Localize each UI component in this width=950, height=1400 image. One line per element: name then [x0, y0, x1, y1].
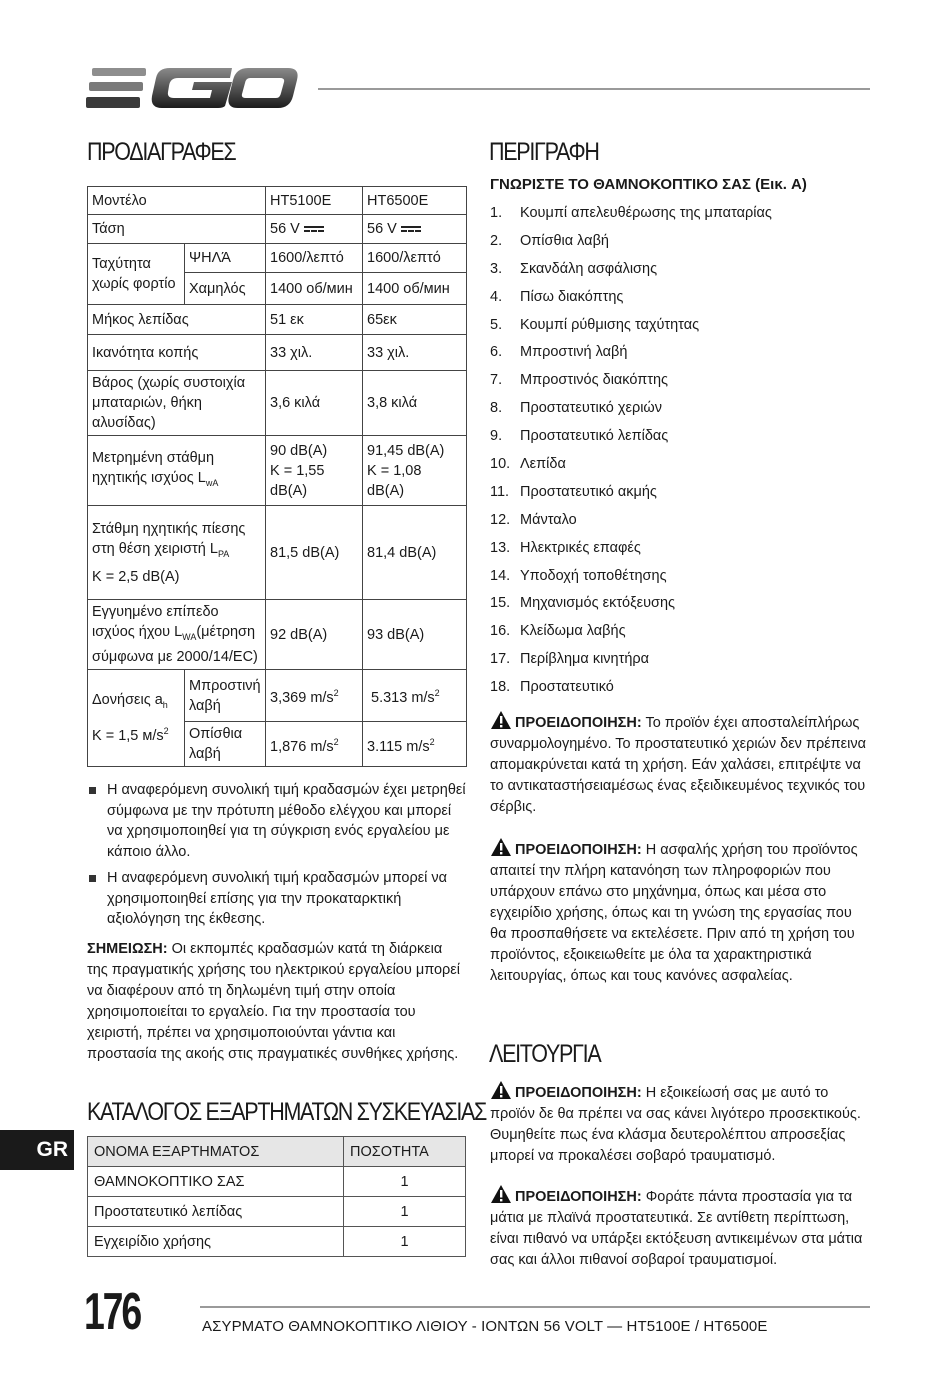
- blade-length-a: 51 εκ: [266, 305, 363, 335]
- item-text: Ηλεκτρικές επαφές: [520, 539, 641, 556]
- speed-high-label: ΨΗΛΆ: [185, 244, 266, 273]
- table-row: [88, 1197, 466, 1227]
- parts-list: [490, 203, 772, 705]
- footer-rule: [200, 1306, 870, 1308]
- table-row: [88, 1167, 466, 1197]
- item-text: Κουμπί ρύθμισης ταχύτητας: [520, 316, 700, 333]
- item-number: 16.: [490, 623, 511, 640]
- speed-high-b: 1600/λεπτό: [363, 244, 467, 273]
- list-item: [490, 677, 772, 705]
- item-number: 1.: [490, 205, 503, 221]
- item-text: Περίβλημα κινητήρα: [520, 651, 650, 668]
- sound-power-b-k: K = 1,08 dB(A): [367, 462, 422, 499]
- weight-a: 3,6 κιλά: [266, 371, 363, 436]
- item-text: Μάνταλο: [520, 511, 577, 528]
- item-text: Προστατευτικό λεπίδας: [520, 428, 669, 445]
- model-a: HT5100E: [266, 187, 363, 215]
- item-number: 4.: [490, 288, 503, 305]
- warning-icon: [490, 1080, 512, 1100]
- sound-pressure-label: [88, 506, 266, 600]
- sound-power-a-value: 90 dB(A): [270, 442, 328, 459]
- sound-pressure-k: K = 2,5 dB(A): [92, 568, 180, 585]
- item-number: 17.: [490, 651, 511, 668]
- voltage-a: [266, 215, 363, 244]
- vibration-k-text: K = 1,5 м/s: [92, 728, 164, 744]
- list-item: [490, 203, 772, 231]
- list-item: [490, 231, 772, 259]
- warning-label: ΠΡΟΕΙΔΟΠΟΙΗΣΗ:: [515, 715, 642, 731]
- item-text: Προστατευτικό χεριών: [520, 400, 662, 417]
- warning-icon: [490, 710, 512, 730]
- warning-text: Η εξοικείωσή σας με αυτό το προϊόν δε θα πρέπει να σας κάνει λιγότερο προσεκτικούς. Θυμηθείτε πως ένα κλάσμα δευτερολέπτου απροσεξίας μπορεί να προκαλέσει σοβαρό τραυματισμό.: [490, 1085, 861, 1164]
- dc-symbol-icon: [304, 225, 324, 233]
- cutting-capacity-label: Ικανότητα κοπής: [88, 335, 266, 371]
- list-item: [490, 287, 772, 315]
- item-number: 8.: [490, 400, 503, 417]
- warning-icon: [490, 837, 512, 857]
- warning-label: ΠΡΟΕΙΔΟΠΟΙΗΣΗ:: [515, 1189, 642, 1205]
- blade-length-label: Μήκος λεπίδας: [88, 305, 266, 335]
- vibration-k: [92, 721, 180, 746]
- specs-title: ΠΡΟΔΙΑΓΡΑΦΕΣ: [87, 138, 236, 166]
- squared: 2: [163, 726, 169, 736]
- squared: 2: [333, 736, 339, 747]
- page-number: 176: [84, 1283, 140, 1341]
- header-rule: [318, 88, 870, 90]
- sound-pressure-a: 81,5 dB(A): [266, 506, 363, 600]
- part-name: ΘΑΜΝΟΚΟΠΤΙΚΟ ΣΑΣ: [88, 1167, 344, 1197]
- item-number: 5.: [490, 316, 503, 333]
- packing-col-name: ΟΝΟΜΑ ΕΞΑΡΤΗΜΑΤΟΣ: [88, 1137, 344, 1167]
- language-tab: GR: [0, 1130, 74, 1170]
- warning-label: ΠΡΟΕΙΔΟΠΟΙΗΣΗ:: [515, 1085, 642, 1101]
- sound-pressure-label-text: Στάθμη ηχητικής πίεσης στη θέση χειριστή L: [92, 520, 246, 557]
- vibration-label: [88, 670, 185, 767]
- voltage-label: Τάση: [88, 215, 266, 244]
- guaranteed-label: [88, 600, 266, 670]
- guaranteed-a: 92 dB(A): [266, 600, 363, 670]
- note-paragraph: [87, 939, 467, 1065]
- bullet-item: Η αναφερόμενη συνολική τιμή κραδασμών έχει μετρηθεί σύμφωνα με την πρότυπη μέθοδο ελέγχου και μπορεί να χρησιμοποιηθεί για τη σύγκριση ενός εργαλείου με κάποιο άλλο.: [87, 780, 467, 862]
- ego-logo: [86, 62, 300, 114]
- warning-text: Φοράτε πάντα προστασία για τα μάτια με πλαϊνά προστατευτικά. Σε αντίθετη περίπτωση, είναι πιθανό να υπάρξει εκτόξευση αντικειμένων στα μάτια σας και άλλοι πιθανοί σοβαροί τραυματισμοί.: [490, 1189, 863, 1268]
- vibration-rear-a-value: 1,876 m/s: [270, 738, 334, 755]
- model-label: Μοντέλο: [88, 187, 266, 215]
- list-item: [490, 398, 772, 426]
- item-text: Μπροστινός διακόπτης: [520, 372, 669, 389]
- blade-length-b: 65εκ: [363, 305, 467, 335]
- list-item: [490, 510, 772, 538]
- warning-paragraph: [490, 710, 872, 818]
- item-text: Προστατευτικό: [520, 679, 614, 696]
- item-text: Κουμπί απελευθέρωσης της μπαταρίας: [520, 205, 772, 221]
- vibration-rear-b: [363, 722, 467, 767]
- packing-table: [87, 1136, 466, 1257]
- sound-pressure-b: 81,4 dB(A): [363, 506, 467, 600]
- dc-symbol-icon: [401, 225, 421, 233]
- note-text: Οι εκπομπές κραδασμών κατά τη διάρκεια της πραγματικής χρήσης του ηλεκτρικού εργαλείου μπορεί να διαφέρουν από τη δηλωμένη τιμή στην οποία χρησιμοποιείται το εργαλείο. Για την προστασία του χειριστή, πρέπει να χρησιμοποιούνται γάντια και προστασία της ακοής στις πραγματικές συνθήκες χρήσης.: [87, 941, 460, 1062]
- item-number: 2.: [490, 232, 503, 249]
- warning-paragraph: [490, 1080, 872, 1167]
- footer-text: ΑΣΥΡΜΑΤΟ ΘΑΜΝΟΚΟΠΤΙΚΟ ΛΙΘΙΟΥ - ΙΟΝΤΩΝ 56 VOLT — HT5100E / HT6500E: [202, 1318, 768, 1335]
- ego-logo-mark: [86, 62, 300, 114]
- warning-paragraph: [490, 837, 872, 987]
- item-text: Λεπίδα: [520, 456, 566, 473]
- specs-table: [87, 186, 467, 767]
- squared: 2: [434, 688, 440, 698]
- sound-power-a-k: K = 1,55 dB(A): [270, 462, 325, 499]
- bullet-item: Η αναφερόμενη συνολική τιμή κραδασμών μπορεί να χρησιμοποιηθεί επίσης για την προκαταρκτική αξιολόγηση της έκθεσης.: [87, 868, 467, 930]
- item-text: Πίσω διακόπτης: [520, 288, 624, 305]
- list-item: [490, 342, 772, 370]
- item-number: 3.: [490, 260, 503, 277]
- speed-label: Ταχύτητα χωρίς φορτίο: [88, 244, 185, 305]
- description-title: ΠΕΡΙΓΡΑΦΗ: [489, 138, 599, 166]
- list-item: [490, 454, 772, 482]
- packing-col-qty: ΠΟΣΟΤΗΤΑ: [344, 1137, 466, 1167]
- warning-text: Η ασφαλής χρήση του προϊόντος απαιτεί την πλήρη κατανόηση των πληροφοριών που υπάρχουν επάνω στο μηχάνημα, όπως και μέσα στο εγχειρίδιο χρήσης, όπως και τη γνώση της εργασίας που θα προσπαθήσετε να εκτελέσετε. Πριν από τη χρήση του προϊόντος, εξοικειωθείτε με όλα τα χαρακτηριστικά λειτουργίας, όπως και τους κανόνες ασφαλείας.: [490, 842, 858, 984]
- vibration-front-a-value: 3,369 m/s: [270, 690, 334, 706]
- sound-pressure-sub: PA: [217, 548, 230, 559]
- item-text: Οπίσθια λαβή: [520, 232, 609, 249]
- sound-power-label-text: Μετρημένη στάθμη ηχητικής ισχύος L: [92, 450, 215, 486]
- speed-low-b: 1400 об/мин: [363, 273, 467, 305]
- warning-label: ΠΡΟΕΙΔΟΠΟΙΗΣΗ:: [515, 842, 642, 858]
- item-text: Προστατευτικό ακμής: [520, 483, 657, 500]
- guaranteed-label-text-2: (μέτρηση σύμφωνα με 2000/14/EC): [92, 624, 258, 665]
- item-number: 13.: [490, 539, 511, 556]
- item-text: Κλείδωμα λαβής: [520, 623, 626, 640]
- part-name: Προστατευτικό λεπίδας: [88, 1197, 344, 1227]
- item-number: 12.: [490, 511, 511, 528]
- weight-label: Βάρος (χωρίς συστοιχία μπαταριών, θήκη αλυσίδας): [88, 371, 266, 436]
- squared: 2: [429, 736, 435, 747]
- vibration-front-a: [266, 670, 363, 722]
- vibration-notes: [87, 780, 467, 936]
- vibration-front-b-value: 5.313 m/s: [371, 690, 435, 706]
- list-item: [490, 259, 772, 287]
- sound-power-sub: wA: [205, 478, 219, 488]
- voltage-a-value: 56 V: [270, 221, 300, 237]
- item-number: 6.: [490, 344, 503, 361]
- list-item: [490, 621, 772, 649]
- item-text: Μπροστινή λαβή: [520, 344, 628, 361]
- sound-power-a: [266, 436, 363, 506]
- part-qty: 1: [344, 1227, 466, 1257]
- item-text: Σκανδάλη ασφάλισης: [520, 260, 658, 277]
- voltage-b-value: 56 V: [367, 221, 397, 237]
- guaranteed-b: 93 dB(A): [363, 600, 467, 670]
- sound-power-b: [363, 436, 467, 506]
- list-item: [490, 566, 772, 594]
- part-name: Εγχειρίδιο χρήσης: [88, 1227, 344, 1257]
- vibration-rear-label: Οπίσθια λαβή: [185, 722, 266, 767]
- part-qty: 1: [344, 1167, 466, 1197]
- vibration-front-label: Μπροστινή λαβή: [185, 670, 266, 722]
- cutting-capacity-a: 33 χιλ.: [266, 335, 363, 371]
- description-subtitle: ΓΝΩΡΙΣΤΕ ΤΟ ΘΑΜΝΟΚΟΠΤΙΚΟ ΣΑΣ (Εικ. A): [490, 176, 807, 193]
- weight-b: 3,8 κιλά: [363, 371, 467, 436]
- vibration-front-b: [363, 670, 467, 722]
- warning-text: Το προϊόν έχει αποσταλείπλήρως συναρμολογημένο. Το προστατευτικό χεριών δεν πρέπεινα απομακρύνεται κατά τη χρήση. Εάν χαλάσει, επιτρέψτε να το αντικαταστήσειαμέσως ένας εξειδικευμένος τεχνικός του σέρβις.: [490, 715, 867, 815]
- speed-low-a: 1400 οб/мин: [266, 273, 363, 305]
- table-row: [88, 1227, 466, 1257]
- sound-power-b-value: 91,45 dB(A): [367, 442, 445, 459]
- warning-icon: [490, 1184, 512, 1204]
- cutting-capacity-b: 33 χιλ.: [363, 335, 467, 371]
- speed-low-label: Χαμηλός: [185, 273, 266, 305]
- list-item: [490, 538, 772, 566]
- part-qty: 1: [344, 1197, 466, 1227]
- vibration-rear-a: [266, 722, 363, 767]
- packing-title: ΚΑΤΑΛΟΓΟΣ ΕΞΑΡΤΗΜΑΤΩΝ ΣΥΣΚΕΥΑΣΙΑΣ: [87, 1098, 487, 1126]
- list-item: [490, 593, 772, 621]
- list-item: [490, 482, 772, 510]
- note-label: ΣΗΜΕΙΩΣΗ:: [87, 941, 168, 957]
- voltage-b: [363, 215, 467, 244]
- list-item: [490, 315, 772, 343]
- item-text: Υποδοχή τοποθέτησης: [520, 567, 667, 584]
- item-number: 11.: [490, 483, 510, 500]
- warning-paragraph: [490, 1184, 872, 1271]
- item-number: 9.: [490, 428, 503, 445]
- list-item: [490, 426, 772, 454]
- item-number: 18.: [490, 679, 511, 696]
- item-number: 14.: [490, 567, 511, 584]
- guaranteed-sub: WA: [182, 632, 197, 642]
- vibration-rear-b-value: 3.115 m/s: [367, 738, 430, 755]
- item-number: 10.: [490, 456, 511, 473]
- list-item: [490, 370, 772, 398]
- guaranteed-label-text: Εγγυημένο επίπεδο ισχύος ήχου L: [92, 604, 219, 640]
- item-text: Μηχανισμός εκτόξευσης: [520, 595, 675, 612]
- squared: 2: [333, 688, 339, 698]
- sound-power-label: [88, 436, 266, 506]
- list-item: [490, 649, 772, 677]
- vibration-sub: h: [162, 700, 168, 710]
- model-b: HT6500E: [363, 187, 467, 215]
- operation-title: ΛΕΙΤΟΥΡΓΙΑ: [489, 1040, 601, 1068]
- item-number: 15.: [490, 595, 511, 612]
- vibration-label-text: Δονήσεις a: [92, 692, 163, 708]
- speed-high-a: 1600/λεπτό: [266, 244, 363, 273]
- item-number: 7.: [490, 372, 503, 389]
